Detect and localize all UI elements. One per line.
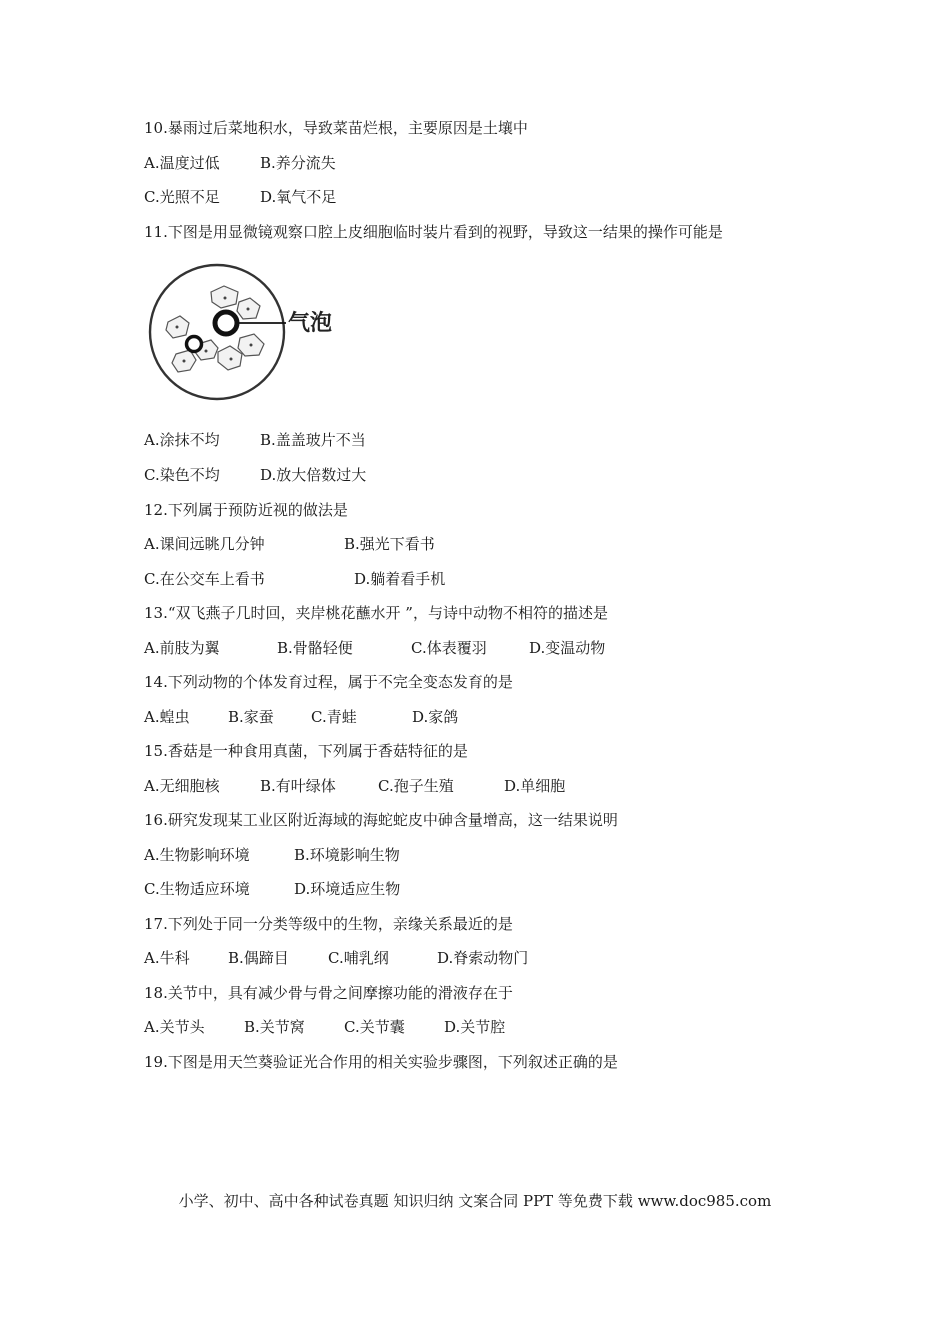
question-19-stem: 19.下图是用天竺葵验证光合作用的相关实验步骤图，下列叙述正确的是 xyxy=(144,1053,618,1071)
option-b: B.关节窝 xyxy=(244,1018,305,1036)
option-c: C.光照不足 xyxy=(144,188,220,206)
option-a: A.蝗虫 xyxy=(144,708,190,726)
option-b: B.养分流失 xyxy=(260,154,336,172)
option-b: B.骨骼轻便 xyxy=(277,639,353,657)
option-d: D.躺着看手机 xyxy=(354,570,446,588)
option-c: C.生物适应环境 xyxy=(144,880,250,898)
option-b: B.家蚕 xyxy=(228,708,274,726)
option-d: D.单细胞 xyxy=(504,777,566,795)
option-b: B.环境影响生物 xyxy=(294,846,400,864)
option-d: D.环境适应生物 xyxy=(294,880,401,898)
option-d: D.放大倍数过大 xyxy=(260,466,367,484)
question-18-stem: 18.关节中，具有减少骨与骨之间摩擦功能的滑液存在于 xyxy=(144,984,513,1002)
option-b: B.有叶绿体 xyxy=(260,777,336,795)
option-c: C.关节囊 xyxy=(344,1018,405,1036)
option-d: D.变温动物 xyxy=(529,639,606,657)
option-c: C.青蛙 xyxy=(311,708,357,726)
question-15-stem: 15.香菇是一种食用真菌，下列属于香菇特征的是 xyxy=(144,742,468,760)
question-12-stem: 12.下列属于预防近视的做法是 xyxy=(144,501,348,519)
option-c: C.体表覆羽 xyxy=(411,639,487,657)
question-16-stem: 16.研究发现某工业区附近海域的海蛇蛇皮中砷含量增高，这一结果说明 xyxy=(144,811,618,829)
option-d: D.关节腔 xyxy=(444,1018,506,1036)
bubble-label: 气泡 xyxy=(288,311,333,336)
option-a: A.关节头 xyxy=(144,1018,205,1036)
option-c: C.哺乳纲 xyxy=(328,949,389,967)
option-c: C.染色不均 xyxy=(144,466,220,484)
option-d: D.氧气不足 xyxy=(260,188,337,206)
option-b: B.强光下看书 xyxy=(344,535,435,553)
option-a: A.生物影响环境 xyxy=(144,846,250,864)
question-13-stem: 13.“双飞燕子几时回，夹岸桃花蘸水开 ”，与诗中动物不相符的描述是 xyxy=(144,604,608,622)
option-a: A.无细胞核 xyxy=(144,777,220,795)
option-d: D.家鸽 xyxy=(412,708,459,726)
option-c: C.在公交车上看书 xyxy=(144,570,265,588)
question-10-stem: 10.暴雨过后菜地积水，导致菜苗烂根，主要原因是土壤中 xyxy=(144,119,528,137)
microscope-field-illustration xyxy=(146,262,366,402)
option-a: A.温度过低 xyxy=(144,154,220,172)
option-a: A.课间远眺几分钟 xyxy=(144,535,265,553)
microscope-field-figure xyxy=(146,262,366,402)
option-a: A.牛科 xyxy=(144,949,190,967)
option-a: A.涂抹不均 xyxy=(144,431,220,449)
question-14-stem: 14.下列动物的个体发育过程，属于不完全变态发育的是 xyxy=(144,673,513,691)
option-b: B.盖盖玻片不当 xyxy=(260,431,366,449)
question-17-stem: 17.下列处于同一分类等级中的生物，亲缘关系最近的是 xyxy=(144,915,513,933)
question-11-stem: 11.下图是用显微镜观察口腔上皮细胞临时装片看到的视野，导致这一结果的操作可能是 xyxy=(144,223,723,241)
option-a: A.前肢为翼 xyxy=(144,639,220,657)
page-footer: 小学、初中、高中各种试卷真题 知识归纳 文案合同 PPT 等免费下载 www.doc985.com xyxy=(178,1192,772,1210)
option-c: C.孢子生殖 xyxy=(378,777,454,795)
option-b: B.偶蹄目 xyxy=(228,949,289,967)
option-d: D.脊索动物门 xyxy=(437,949,529,967)
